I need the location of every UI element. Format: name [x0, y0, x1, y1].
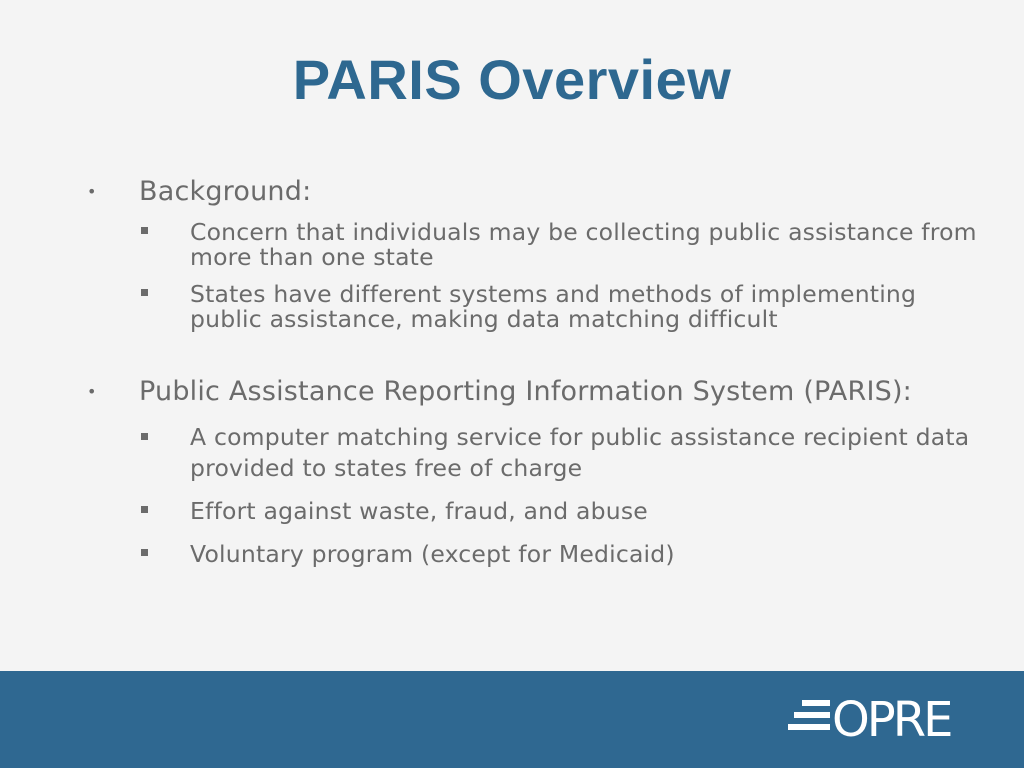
- bullet-text: Background:: [139, 176, 312, 207]
- sub-bullet-text: Concern that individuals may be collecting public assistance from more than one state: [190, 218, 977, 271]
- sub-bullet-text: Effort against waste, fraud, and abuse: [190, 497, 648, 525]
- bullet-paris: [87, 376, 999, 408]
- square-bullet-icon: [141, 227, 148, 234]
- square-bullet-icon: [141, 433, 148, 440]
- bullet-dot: •: [87, 182, 97, 201]
- sub-bullet-text: A computer matching service for public assistance recipient data provided to states free of charge: [190, 423, 970, 482]
- logo-lines-icon: [788, 700, 830, 736]
- slide-title: PARIS Overview: [292, 48, 732, 111]
- bullet-text: Public Assistance Reporting Information System (PARIS):: [139, 376, 912, 407]
- logo-text: OPRE: [832, 692, 951, 748]
- sub-bullet-text: States have different systems and methods of implementing public assistance, making data matching difficult: [190, 280, 917, 333]
- sub-bullet: [190, 542, 980, 567]
- bullet-background: [87, 176, 999, 208]
- square-bullet-icon: [141, 549, 148, 556]
- bullet-dot: •: [87, 382, 97, 401]
- sub-bullet: [190, 282, 980, 332]
- sub-bullet-text: Voluntary program (except for Medicaid): [190, 540, 675, 568]
- sub-bullet: [190, 499, 980, 524]
- opre-logo: [788, 692, 980, 748]
- sub-bullet: [190, 422, 980, 484]
- sub-bullet: [190, 220, 980, 270]
- square-bullet-icon: [141, 506, 148, 513]
- square-bullet-icon: [141, 289, 148, 296]
